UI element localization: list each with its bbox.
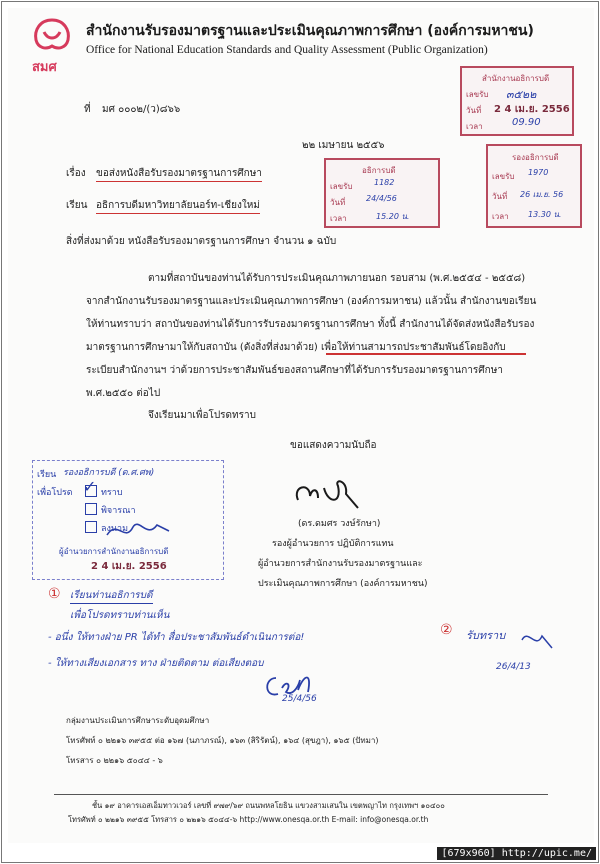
department-fax: โทรสาร ๐ ๒๒๑๖ ๕๐๔๔ - ๖ — [66, 756, 163, 765]
body-line: พ.ศ.๒๕๕๐ ต่อไป — [86, 388, 161, 399]
body-line: จากสำนักงานรับรองมาตรฐานและประเมินคุณภาพการศึกษา (องค์การมหาชน) แล้วนั้น สำนักงานขอเรียน — [86, 296, 537, 307]
stamp-label: เลขรับ — [466, 90, 489, 99]
routing-signature-icon — [103, 515, 173, 545]
stamp-title: สำนักงานอธิการบดี — [482, 74, 550, 83]
routing-option: ลงนาม — [101, 524, 129, 534]
checkbox-consider — [85, 503, 97, 515]
stamp-label: วันที่ — [330, 198, 346, 207]
handwritten-note: - ให้ทางเสียงเอกสาร ทาง ฝ่ายติดตาม ต่อเสียงตอบ — [48, 658, 264, 669]
signature-icon — [288, 474, 368, 514]
stamp-label: เลขรับ — [330, 182, 353, 191]
routing-label: เพื่อโปรด — [37, 488, 73, 498]
stamp-label: เวลา — [492, 212, 509, 221]
handwritten-note: เพื่อโปรดทราบท่านเห็น — [70, 610, 170, 621]
subject-label: เรื่อง — [66, 168, 86, 179]
closing-request: จึงเรียนมาเพื่อโปรดทราบ — [148, 410, 256, 421]
department-name: กลุ่มงานประเมินการศึกษาระดับอุดมศึกษา — [66, 716, 210, 725]
signer-title: ผู้อำนวยการสำนักงานรับรองมาตรฐานและ — [258, 559, 423, 569]
stamp-value: 15.20 น. — [376, 212, 410, 221]
stamp-value: 2 4 เม.ย. 2556 — [494, 104, 570, 115]
stamp-label: เวลา — [466, 122, 483, 131]
letter-date: ๒๒ เมษายน ๒๕๕๖ — [302, 140, 385, 151]
ack-date: 26/4/13 — [496, 662, 531, 672]
stamp-label: เวลา — [330, 214, 347, 223]
stamp-value: 24/4/56 — [366, 194, 397, 203]
handwritten-number-1: ① — [48, 586, 61, 602]
onesqa-logo — [30, 16, 74, 76]
recipient-label: เรียน — [66, 200, 88, 211]
routing-option: ทราบ — [101, 488, 123, 498]
receipt-stamp-office — [460, 66, 574, 136]
stamp-value: ๓๕๒๒ — [506, 88, 537, 101]
body-line: ให้ท่านทราบว่า สถาบันของท่านได้รับการรับรองมาตรฐานการศึกษา ทั้งนี้ สำนักงานได้จัดส่งหนังสือรับรอง — [86, 319, 535, 330]
acknowledged-note: รับทราบ — [466, 629, 506, 642]
stamp-value: 13.30 น. — [528, 210, 562, 219]
routing-value: รองอธิการบดี (ด.ศ.ศพ) — [63, 468, 155, 478]
ref-label: ที่ — [84, 104, 91, 115]
body-line: มาตรฐานการศึกษามาให้กับสถาบัน (ดังสิ่งที่ส่งมาด้วย) เพื่อให้ท่านสามารถประชาสัมพันธ์โดยอิงกับ — [86, 342, 506, 353]
image-host-watermark: [679x960] http://upic.me/ — [437, 847, 596, 860]
receipt-stamp-vice-president — [486, 144, 582, 228]
subject-text: ขอส่งหนังสือรับรองมาตรฐานการศึกษา — [96, 166, 262, 182]
org-name-english: Office for National Education Standards and Quality Assessment (Public Organization) — [86, 44, 488, 56]
routing-stamp-label: ผู้อำนวยการสำนักงานอธิการบดี — [59, 547, 169, 556]
stamp-value: 1182 — [374, 178, 395, 187]
footer-contact: โทรศัพท์ ๐ ๒๒๑๖ ๓๙๕๕ โทรสาร ๐ ๒๒๑๖ ๕๐๔๔-๖ http://www.onesqa.or.th E-mail: info@onesqa.or.th — [68, 815, 429, 824]
receipt-stamp-president — [324, 158, 440, 228]
document-frame — [1, 1, 599, 863]
checkbox-sign — [85, 521, 97, 533]
routing-box — [32, 460, 224, 580]
enclosure-line: สิ่งที่ส่งมาด้วย หนังสือรับรองมาตรฐานการศึกษา จำนวน ๑ ฉบับ — [66, 236, 337, 247]
handwritten-note: - อนึ่ง ให้ทางฝ่าย PR ได้ทำ สื่อประชาสัมพันธ์ดำเนินการต่อ! — [48, 632, 305, 643]
stamp-value: 26 เม.ย. 56 — [520, 190, 564, 199]
check-mark-icon: ✓ — [83, 477, 97, 496]
body-line: ระเบียบสำนักงานฯ ว่าด้วยการประชาสัมพันธ์ของสถานศึกษาที่ได้รับการรับรองมาตรฐานการศึกษา — [86, 365, 503, 376]
stamp-title: อธิการบดี — [362, 166, 396, 175]
handwritten-number-2: ② — [440, 622, 453, 638]
signer-title: ประเมินคุณภาพการศึกษา (องค์การมหาชน) — [258, 579, 428, 589]
footer-divider — [54, 794, 548, 795]
routing-option: พิจารณา — [101, 506, 136, 516]
footer-address: ชั้น ๑๙ อาคารเอสเอ็มทาวเวอร์ เลขที่ ๙๗๙/๖๙ ถนนพหลโยธิน แขวงสามเสนใน เขตพญาไท กรุงเทพฯ ๑๐๔๐๐ — [92, 801, 445, 810]
stamp-value: 09.90 — [512, 117, 541, 128]
department-phone: โทรศัพท์ ๐ ๒๒๑๖ ๓๙๕๕ ต่อ ๑๖๗ (นภาภรณ์), ๑๖๓ (สิริรัตน์), ๑๖๔ (สุขฎา), ๑๖๕ (ปัทมา) — [66, 736, 379, 745]
handwritten-date: 25/4/56 — [282, 694, 317, 704]
stamp-label: เลขรับ — [492, 172, 515, 181]
stamp-label: วันที่ — [492, 192, 508, 201]
stamp-label: วันที่ — [466, 106, 482, 115]
closing-regards: ขอแสดงความนับถือ — [290, 440, 377, 451]
ack-signature-icon — [518, 626, 558, 656]
signer-name: (ดร.ดมศร วงษ์รักษา) — [298, 519, 381, 529]
stamp-title: รองอธิการบดี — [512, 153, 559, 162]
handwritten-note: เรียนท่านอธิการบดี — [70, 588, 153, 604]
routing-label: เรียน — [37, 470, 57, 480]
letter-page — [8, 8, 594, 843]
recipient-text: อธิการบดีมหาวิทยาลัยนอร์ท-เชียงใหม่ — [96, 198, 260, 214]
routing-stamp-date: 2 4 เม.ย. 2556 — [91, 561, 167, 572]
stamp-value: 1970 — [528, 168, 549, 177]
ref-number: มศ ๐๐๐๒/(ว)๘๖๖ — [102, 104, 181, 115]
body-line: ตามที่สถาบันของท่านได้รับการประเมินคุณภาพภายนอก รอบสาม (พ.ศ.๒๕๕๔ - ๒๕๕๘) — [148, 273, 526, 284]
logo-text: สมศ — [32, 60, 57, 75]
red-underline-mark — [326, 353, 526, 355]
signer-title: รองผู้อำนวยการ ปฏิบัติการแทน — [272, 539, 394, 549]
org-name-thai: สำนักงานรับรองมาตรฐานและประเมินคุณภาพการศึกษา (องค์การมหาชน) — [86, 23, 534, 39]
